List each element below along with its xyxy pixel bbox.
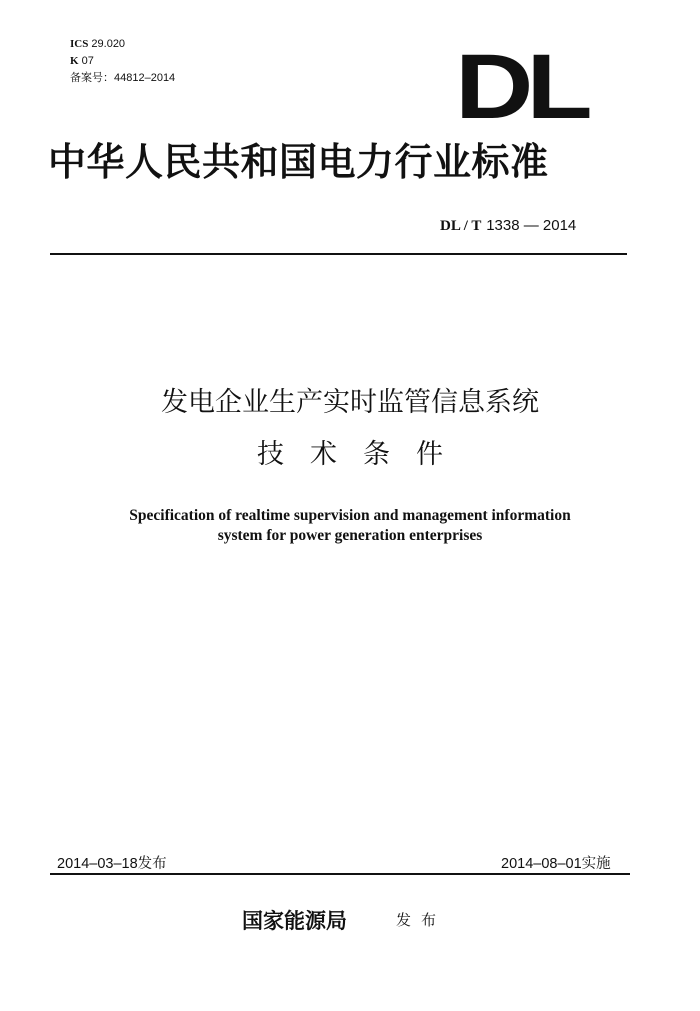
title-en-line1: Specification of realtime supervision and management information [129, 507, 571, 524]
publisher-name: 国家能源局 [242, 908, 347, 933]
standard-number [440, 216, 576, 235]
ics-code [70, 38, 125, 51]
publisher-verb: 发布 [396, 911, 447, 929]
classification-value: 07 [81, 55, 94, 67]
title-cn-line2: 技术条件 [257, 439, 469, 470]
header-rule [50, 253, 627, 255]
footer-rule [50, 873, 630, 875]
classification-code [70, 55, 94, 68]
classification-label: K [70, 55, 79, 67]
implementation-date: 2014–08–01实施 [501, 856, 611, 872]
ics-label: ICS [70, 38, 89, 50]
title-en-line2: system for power generation enterprises [217, 527, 483, 544]
issue-date: 2014–03–18发布 [57, 856, 167, 872]
standard-year-number: 1338 — 2014 [486, 217, 577, 234]
standard-code: DL / T [440, 218, 482, 234]
ics-value: 29.020 [91, 38, 126, 50]
org-title: 中华人民共和国电力行业标准 [48, 139, 549, 184]
dl-logo: DL [455, 36, 586, 138]
title-cn-line1: 发电企业生产实时监管信息系统 [161, 387, 539, 418]
record-number: 备案号：44812–2014 [70, 72, 176, 84]
